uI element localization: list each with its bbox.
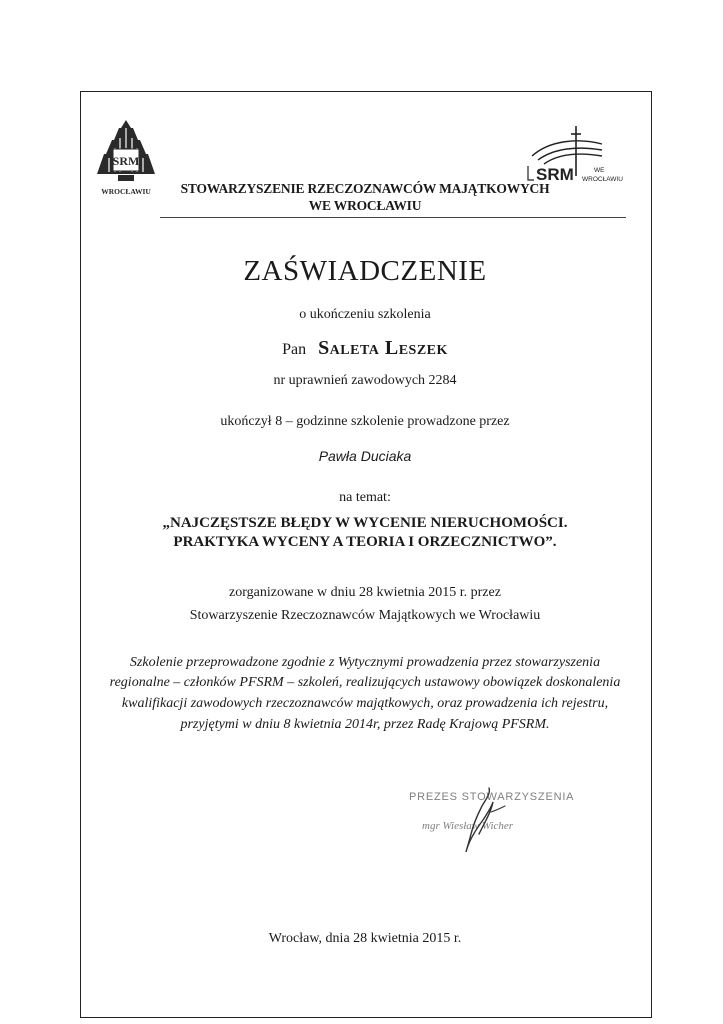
certificate-border bbox=[80, 91, 652, 1018]
recipient-name: Saleta Leszek bbox=[318, 337, 448, 359]
header-divider bbox=[160, 217, 626, 218]
certificate-subtitle: o ukończeniu szkolenia bbox=[299, 307, 431, 322]
note-line-3: kwalifikacji zawodowych rzeczoznawców majątkowych, oraz prowadzenia ich rejestru, bbox=[121, 696, 609, 711]
handwritten-signature bbox=[393, 782, 553, 862]
stamp-name: mgr Wiesław Wicher bbox=[422, 820, 514, 832]
organization-name-line2: WE WROCŁAWIU bbox=[308, 198, 422, 213]
recipient-line bbox=[80, 337, 650, 360]
completion-line: ukończył 8 – godzinne szkolenie prowadzone przez bbox=[220, 414, 510, 429]
stamp-title: PREZES STOWARZYSZENIA bbox=[409, 791, 575, 803]
srm-wroclaw-logo-right bbox=[524, 124, 632, 186]
logo-right-text: SRM bbox=[536, 165, 574, 184]
logo-right-sub2: WROCŁAWIU bbox=[582, 176, 623, 183]
organizer-name: Stowarzyszenie Rzeczoznawców Majątkowych we Wrocławiu bbox=[189, 608, 541, 623]
organization-name-line1: STOWARZYSZENIE RZECZOZNAWCÓW MAJĄTKOWYCH bbox=[180, 181, 550, 196]
topic-label: na temat: bbox=[339, 490, 391, 505]
note-line-2: regionalne – członków PFSRM – szkoleń, realizujących ustawowy obowiązek doskonalenia bbox=[109, 675, 621, 690]
note-line-1: Szkolenie przeprowadzone zgodnie z Wytycznymi prowadzenia przez stowarzyszenia bbox=[129, 655, 601, 670]
topic-line-2: PRAKTYKA WYCENY A TEORIA I ORZECZNICTWO”. bbox=[173, 534, 557, 550]
note-line-4: przyjętymi w dniu 8 kwietnia 2014r, przez Radę Krajową PFSRM. bbox=[180, 717, 550, 732]
license-number-line: nr uprawnień zawodowych 2284 bbox=[273, 373, 457, 388]
place-and-date: Wrocław, dnia 28 kwietnia 2015 r. bbox=[268, 931, 462, 946]
organized-line: zorganizowane w dniu 28 kwietnia 2015 r. przez bbox=[229, 585, 501, 600]
salutation: Pan bbox=[282, 341, 307, 358]
logo-left-text: SRM bbox=[112, 154, 140, 168]
topic-line-1: „NAJCZĘSTSZE BŁĘDY W WYCENIE NIERUCHOMOŚCI. bbox=[162, 515, 568, 531]
trainer-name: Pawła Duciaka bbox=[318, 448, 412, 464]
logo-right-sub1: WE bbox=[594, 167, 605, 174]
logo-left-sub: WROCŁAWIU bbox=[101, 187, 151, 196]
certificate-title: ZAŚWIADCZENIE bbox=[243, 255, 487, 287]
